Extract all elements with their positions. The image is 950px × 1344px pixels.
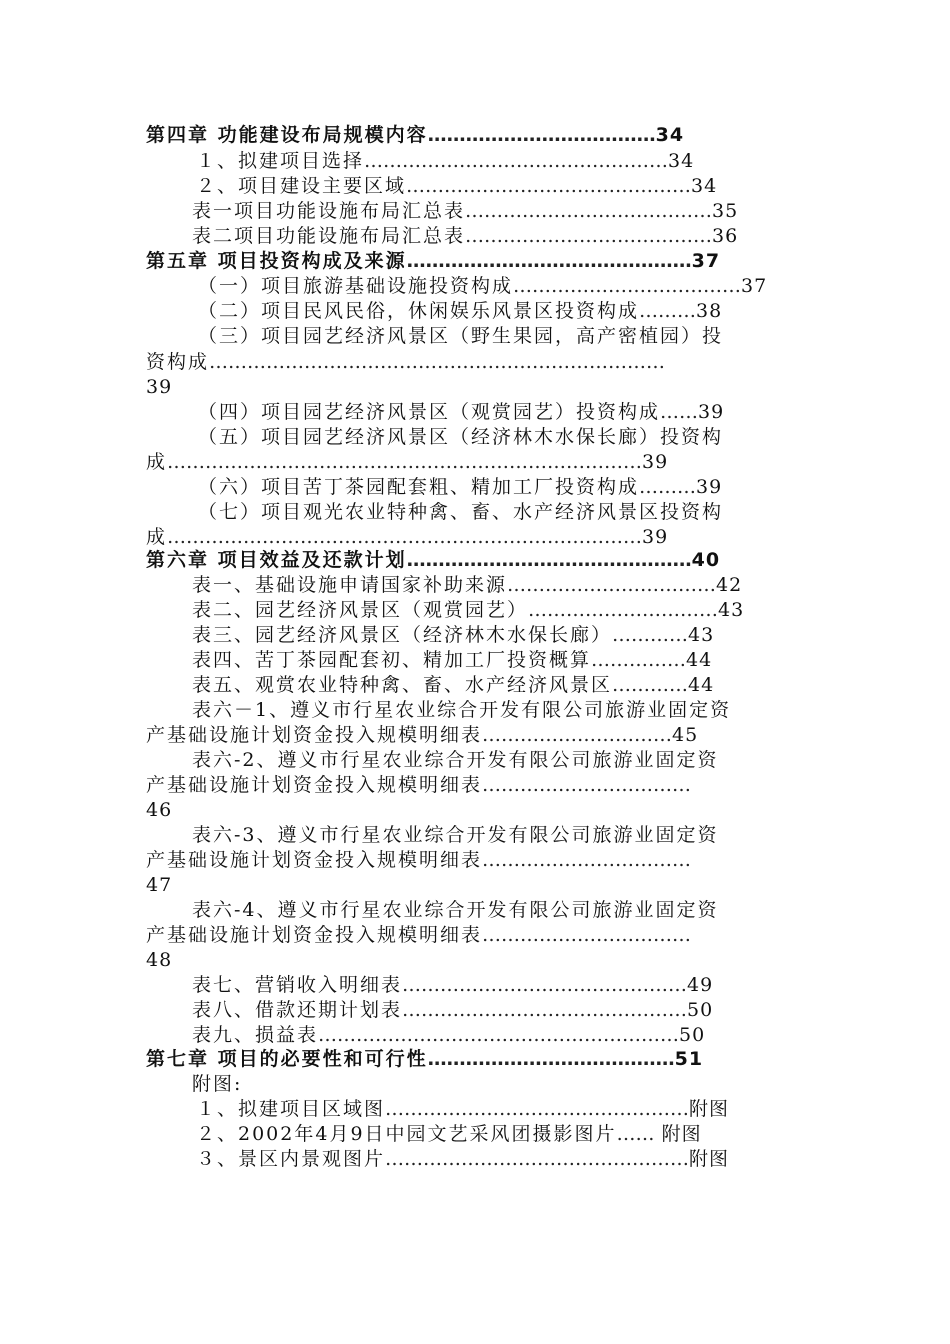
- toc-entry-chapter-5[interactable]: [146, 248, 720, 274]
- page-number: 43: [688, 624, 715, 646]
- toc-entry-wrapped[interactable]: [198, 499, 723, 525]
- leader-dots: ………………………………………: [406, 250, 692, 272]
- page-number: 34: [691, 175, 718, 197]
- leader-dots: ……: [660, 401, 699, 423]
- page-number: 49: [687, 974, 714, 996]
- page-number: 38: [696, 300, 723, 322]
- toc-label: （七）项目观光农业特种禽、畜、水产经济风景区投资构: [198, 501, 724, 523]
- page-number: 39: [642, 526, 669, 548]
- toc-entry-continuation[interactable]: [146, 349, 665, 375]
- leader-dots: ………………………………………: [406, 549, 692, 571]
- page-number: 47: [146, 874, 173, 896]
- toc-label: 第六章 项目效益及还款计划: [146, 549, 407, 571]
- leader-dots: …………………………………………: [364, 150, 669, 172]
- toc-label: 表二项目功能设施布局汇总表: [192, 225, 466, 247]
- toc-label: ２、项目建设主要区域: [196, 175, 407, 197]
- page-number: 40: [691, 549, 721, 571]
- toc-entry[interactable]: [196, 1121, 702, 1147]
- toc-label: 资构成: [146, 351, 210, 373]
- leader-dots: ………………………………………………………………: [209, 351, 666, 373]
- toc-label: （一）项目旅游基础设施投资构成: [198, 275, 514, 297]
- toc-label: 产基础设施计划资金投入规模明细表: [146, 774, 483, 796]
- toc-label: （五）项目园艺经济风景区（经济林木水保长廊）投资构: [198, 426, 724, 448]
- leader-dots: ………………………………………: [402, 974, 688, 996]
- toc-label: 表八、借款还期计划表: [192, 999, 403, 1021]
- toc-entry-wrapped[interactable]: [192, 747, 719, 773]
- leader-dots: ………………………………: [513, 275, 742, 297]
- leader-dots: ………………………………………: [402, 999, 688, 1021]
- page-number: 48: [146, 949, 173, 971]
- leader-dots: ……: [616, 1123, 655, 1145]
- page-number: 39: [698, 401, 725, 423]
- toc-entry-chapter-4[interactable]: [146, 122, 684, 148]
- toc-entry[interactable]: [192, 597, 744, 623]
- toc-label: （六）项目苦丁茶园配套粗、精加工厂投资构成: [198, 476, 640, 498]
- toc-label: 表七、营销收入明细表: [192, 974, 403, 996]
- toc-entry-wrapped[interactable]: [198, 424, 723, 450]
- page-number: 43: [718, 599, 745, 621]
- toc-entry-continuation[interactable]: [146, 947, 172, 973]
- leader-dots: …………………………………: [465, 200, 713, 222]
- toc-entry[interactable]: [196, 173, 717, 199]
- toc-entry[interactable]: [196, 1146, 729, 1172]
- toc-entry-continuation[interactable]: [146, 797, 172, 823]
- toc-entry-continuation[interactable]: [146, 449, 668, 475]
- toc-label: （三）项目园艺经济风景区（野生果园，高产密植园）投: [198, 325, 724, 347]
- toc-label: （四）项目园艺经济风景区（观赏园艺）投资构成: [198, 401, 661, 423]
- toc-entry[interactable]: [198, 399, 724, 425]
- toc-label: 表六-2、遵义市行星农业综合开发有限公司旅游业固定资: [192, 749, 719, 771]
- toc-entry[interactable]: [192, 647, 712, 673]
- page-number: 39: [696, 476, 723, 498]
- leader-dots: …………………………………: [465, 225, 713, 247]
- page-number: 51: [674, 1048, 704, 1070]
- page-number: 附图: [689, 1148, 730, 1170]
- toc-entry[interactable]: [192, 997, 713, 1023]
- toc-entry-continuation[interactable]: [146, 374, 172, 400]
- page-number: 34: [668, 150, 695, 172]
- toc-label: 表一、基础设施申请国家补助来源: [192, 574, 508, 596]
- toc-label: 表六-4、遵义市行星农业综合开发有限公司旅游业固定资: [192, 899, 719, 921]
- toc-entry-continuation[interactable]: [146, 872, 172, 898]
- toc-label: 表六－1、遵义市行星农业综合开发有限公司旅游业固定资: [192, 699, 732, 721]
- toc-label: １、拟建项目选择: [196, 150, 365, 172]
- toc-label: 表九、损益表: [192, 1024, 319, 1046]
- page-number: 50: [687, 999, 714, 1021]
- page-number: 39: [642, 451, 669, 473]
- toc-label: 附图:: [192, 1073, 243, 1095]
- toc-entry[interactable]: [192, 672, 714, 698]
- page-number: 42: [716, 574, 743, 596]
- leader-dots: ……………………………: [482, 774, 692, 796]
- toc-label: 第四章 功能建设布局规模内容: [146, 124, 428, 146]
- toc-label: 产基础设施计划资金投入规模明细表: [146, 924, 483, 946]
- toc-entry[interactable]: [192, 1022, 705, 1048]
- toc-label: （二）项目民风民俗，休闲娱乐风景区投资构成: [198, 300, 640, 322]
- page-number: 46: [146, 799, 173, 821]
- toc-entry-wrapped[interactable]: [198, 323, 723, 349]
- leader-dots: …………: [612, 674, 689, 696]
- toc-entry[interactable]: [192, 198, 738, 224]
- page-number: 37: [691, 250, 721, 272]
- leader-dots: ………: [639, 476, 697, 498]
- toc-label: 第七章 项目的必要性和可行性: [146, 1048, 428, 1070]
- leader-dots: …………………………: [528, 599, 719, 621]
- toc-entry[interactable]: [198, 273, 767, 299]
- leader-dots: …………………………………………………: [318, 1024, 680, 1046]
- toc-entry[interactable]: [196, 1096, 729, 1122]
- toc-entry[interactable]: [192, 972, 713, 998]
- page-number: 36: [712, 225, 739, 247]
- leader-dots: …………………………: [482, 724, 673, 746]
- toc-label: 产基础设施计划资金投入规模明细表: [146, 724, 483, 746]
- leader-dots: ……………: [591, 649, 687, 671]
- toc-label: ３、景区内景观图片: [196, 1148, 386, 1170]
- page-number: 附图: [689, 1098, 730, 1120]
- page-number: 44: [686, 649, 713, 671]
- leader-dots: ……………………………: [507, 574, 717, 596]
- toc-entry[interactable]: [198, 474, 722, 500]
- page-number: 附图: [654, 1123, 702, 1145]
- toc-entry[interactable]: [192, 622, 714, 648]
- leader-dots: ……………………………: [482, 849, 692, 871]
- leader-dots: …………: [612, 624, 689, 646]
- page-number: 50: [679, 1024, 706, 1046]
- toc-entry-chapter-6[interactable]: [146, 547, 720, 573]
- page-number: 37: [741, 275, 768, 297]
- toc-entry-continuation[interactable]: [146, 772, 691, 798]
- page-number: 44: [688, 674, 715, 696]
- page-number: 39: [146, 376, 173, 398]
- page-number: 45: [672, 724, 699, 746]
- toc-label: 表一项目功能设施布局汇总表: [192, 200, 466, 222]
- toc-label: 成: [146, 451, 168, 473]
- leader-dots: ………………………………………: [406, 175, 692, 197]
- toc-entry-continuation[interactable]: [146, 922, 691, 948]
- leader-dots: …………………………………………: [385, 1098, 690, 1120]
- toc-entry-wrapped[interactable]: [192, 897, 719, 923]
- page-number: 34: [655, 124, 685, 146]
- toc-label: 表五、观赏农业特种禽、畜、水产经济风景区: [192, 674, 613, 696]
- toc-entry[interactable]: [192, 223, 738, 249]
- leader-dots: …………………………………………………………………: [167, 451, 643, 473]
- toc-entry-continuation[interactable]: [146, 847, 691, 873]
- toc-entry[interactable]: [198, 298, 722, 324]
- toc-entry-continuation[interactable]: [146, 722, 698, 748]
- toc-label: 表三、园艺经济风景区（经济林木水保长廊）: [192, 624, 613, 646]
- toc-label: 表四、苦丁茶园配套初、精加工厂投资概算: [192, 649, 592, 671]
- toc-entry-wrapped[interactable]: [192, 822, 719, 848]
- toc-label: ２、2002年4月9日中园文艺采风团摄影图片: [196, 1123, 617, 1145]
- toc-label: 第五章 项目投资构成及来源: [146, 250, 407, 272]
- toc-label: 表二、园艺经济风景区（观赏园艺）: [192, 599, 529, 621]
- leader-dots: …………………………………: [427, 1048, 675, 1070]
- toc-label: 成: [146, 526, 168, 548]
- leader-dots: …………………………………………………………………: [167, 526, 643, 548]
- leader-dots: ………: [639, 300, 697, 322]
- leader-dots: ………………………………: [427, 124, 656, 146]
- toc-label: 产基础设施计划资金投入规模明细表: [146, 849, 483, 871]
- page-number: 35: [712, 200, 739, 222]
- toc-label: 表六-3、遵义市行星农业综合开发有限公司旅游业固定资: [192, 824, 719, 846]
- toc-entry[interactable]: [192, 572, 742, 598]
- appendix-heading: [192, 1071, 242, 1097]
- leader-dots: ……………………………: [482, 924, 692, 946]
- toc-entry[interactable]: [196, 148, 694, 174]
- toc-entry-wrapped[interactable]: [192, 697, 731, 723]
- toc-entry-chapter-7[interactable]: [146, 1046, 703, 1072]
- leader-dots: …………………………………………: [385, 1148, 690, 1170]
- toc-label: １、拟建项目区域图: [196, 1098, 386, 1120]
